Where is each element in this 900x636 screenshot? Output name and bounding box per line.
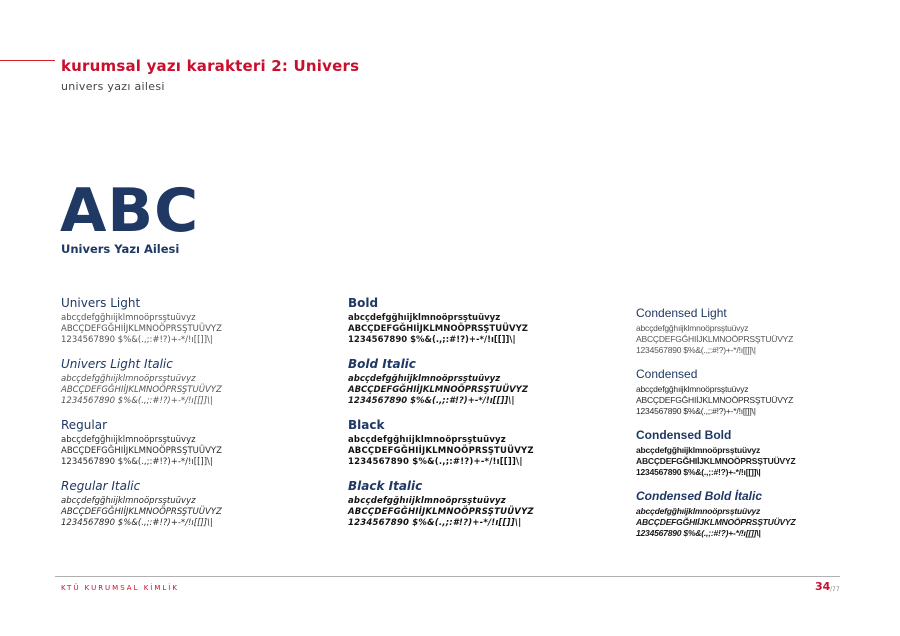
sample-uppercase: ABCÇDEFGĞHIİJKLMNOÖPRSŞTUÜVYZ xyxy=(61,507,222,517)
sample-numerals: 1234567890 $%&(.,;:#!?)+-*/!ı[[]]\| xyxy=(348,335,516,345)
page-title: kurumsal yazı karakteri 2: Univers xyxy=(61,57,360,75)
page-number: 34 xyxy=(815,580,831,593)
weight-block-black xyxy=(348,418,534,468)
sample-lowercase: abcçdefgğhıijklmnoöprsştuüvyz xyxy=(348,435,506,445)
weight-name: Regular xyxy=(61,418,108,432)
sample-numerals: 1234567890 $%&(.,;:#!?)+-*/!ı[[]]\| xyxy=(348,396,515,406)
footer-divider xyxy=(55,576,840,577)
column-bold xyxy=(348,296,534,540)
page-subtitle: univers yazı ailesi xyxy=(61,80,165,93)
weight-name: Bold Italic xyxy=(348,357,416,371)
weight-block-bold xyxy=(348,296,534,346)
weight-name: Univers Light xyxy=(61,296,141,310)
sample-numerals: 1234567890 $%&(.,;:#!?)+-*/!ı[[]]\| xyxy=(61,457,213,467)
sample-numerals: 1234567890 $%&(.,;:#!?)+-*/!ı[[]]\| xyxy=(636,528,761,538)
sample-numerals: 1234567890 $%&(.,;:#!?)+-*/!ı[[]]\| xyxy=(636,345,756,355)
sample-numerals: 1234567890 $%&(.,;:#!?)+-*/!ı[[]]\| xyxy=(636,406,756,416)
sample-lowercase: abcçdefgğhıijklmnoöprsştuüvyz xyxy=(348,313,501,323)
sample-uppercase: ABCÇDEFGĞHIİJKLMNOÖPRSŞTUÜVYZ xyxy=(348,446,534,456)
weight-block-light-italic xyxy=(61,357,222,407)
sample-lowercase: abcçdefgğhıijklmnoöprsştuüvyz xyxy=(348,374,501,384)
weight-name: Regular Italic xyxy=(61,479,141,493)
sample-uppercase: ABCÇDEFGĞHIİJKLMNOÖPRSŞTUÜVYZ xyxy=(348,385,528,395)
weight-name: Bold xyxy=(348,296,379,310)
sample-lowercase: abcçdefgğhıijklmnoöprsştuüvyz xyxy=(61,496,196,506)
sample-numerals: 1234567890 $%&(.,;:#!?)+-*/!ı[[]]\| xyxy=(61,335,213,345)
weight-block-condensed-bold-italic xyxy=(636,489,796,539)
weight-block-light xyxy=(61,296,222,346)
sample-uppercase: ABCÇDEFGĞHIİJKLMNOÖPRSŞTUÜVYZ xyxy=(61,324,222,334)
column-univers xyxy=(61,296,222,540)
sample-uppercase: ABCÇDEFGĞHIİJKLMNOÖPRSŞTUÜVYZ xyxy=(636,395,794,405)
sample-numerals: 1234567890 $%&(.,;:#!?)+-*/!ı[[]]\| xyxy=(348,457,523,467)
sample-numerals: 1234567890 $%&(.,;:#!?)+-*/!ı[[]]\| xyxy=(636,467,761,477)
sample-uppercase: ABCÇDEFGĞHIİJKLMNOÖPRSŞTUÜVYZ xyxy=(636,334,794,344)
hero-caption: Univers Yazı Ailesi xyxy=(61,242,180,256)
sample-lowercase: abcçdefgğhıijklmnoöprsştuüvyz xyxy=(61,374,196,384)
weight-name: Univers Light Italic xyxy=(61,357,173,371)
weight-name: Condensed Light xyxy=(636,306,727,320)
sample-numerals: 1234567890 $%&(.,;:#!?)+-*/!ı[[]]\| xyxy=(61,396,213,406)
sample-lowercase: abcçdefgğhıijklmnoöprsştuüvyz xyxy=(636,445,761,455)
column-condensed xyxy=(636,306,796,550)
sample-numerals: 1234567890 $%&(.,;:#!?)+-*/!ı[[]]\| xyxy=(348,518,522,528)
sample-uppercase: ABCÇDEFGĞHIİJKLMNOÖPRSŞTUÜVYZ xyxy=(348,324,528,334)
sample-uppercase: ABCÇDEFGĞHIİJKLMNOÖPRSŞTUÜVYZ xyxy=(61,385,222,395)
sample-lowercase: abcçdefgğhıijklmnoöprsştuüvyz xyxy=(61,313,196,323)
weight-name: Black Italic xyxy=(348,479,423,493)
sample-uppercase: ABCÇDEFGĞHIİJKLMNOÖPRSŞTUÜVYZ xyxy=(636,456,796,466)
weight-block-condensed-bold xyxy=(636,428,796,478)
sample-lowercase: abcçdefgğhıijklmnoöprsştuüvyz xyxy=(61,435,196,445)
sample-numerals: 1234567890 $%&(.,;:#!?)+-*/!ı[[]]\| xyxy=(61,518,213,528)
weight-block-regular-italic xyxy=(61,479,222,529)
sample-lowercase: abcçdefgğhıijklmnoöprsştuüvyz xyxy=(636,384,749,394)
weight-block-condensed-light xyxy=(636,306,796,356)
weight-block-condensed xyxy=(636,367,796,417)
weight-name: Condensed Bold İtalic xyxy=(636,489,763,503)
sample-uppercase: ABCÇDEFGĞHIİJKLMNOÖPRSŞTUÜVYZ xyxy=(636,517,796,527)
sample-lowercase: abcçdefgğhıijklmnoöprsştuüvyz xyxy=(348,496,506,506)
weight-block-bold-italic xyxy=(348,357,534,407)
page-total: /77 xyxy=(830,586,840,593)
sample-lowercase: abcçdefgğhıijklmnoöprsştuüvyz xyxy=(636,506,761,516)
weight-name: Black xyxy=(348,418,385,432)
footer-brand: KTÜ KURUMSAL KİMLİK xyxy=(61,584,179,592)
weight-name: Condensed Bold xyxy=(636,428,732,442)
weight-name: Condensed xyxy=(636,367,698,381)
sample-lowercase: abcçdefgğhıijklmnoöprsştuüvyz xyxy=(636,323,749,333)
weight-block-black-italic xyxy=(348,479,534,529)
sample-uppercase: ABCÇDEFGĞHIİJKLMNOÖPRSŞTUÜVYZ xyxy=(348,507,534,517)
hero-letters: ABC xyxy=(60,176,200,246)
sample-uppercase: ABCÇDEFGĞHIİJKLMNOÖPRSŞTUÜVYZ xyxy=(61,446,222,456)
header-accent-line xyxy=(0,60,55,61)
weight-block-regular xyxy=(61,418,222,468)
